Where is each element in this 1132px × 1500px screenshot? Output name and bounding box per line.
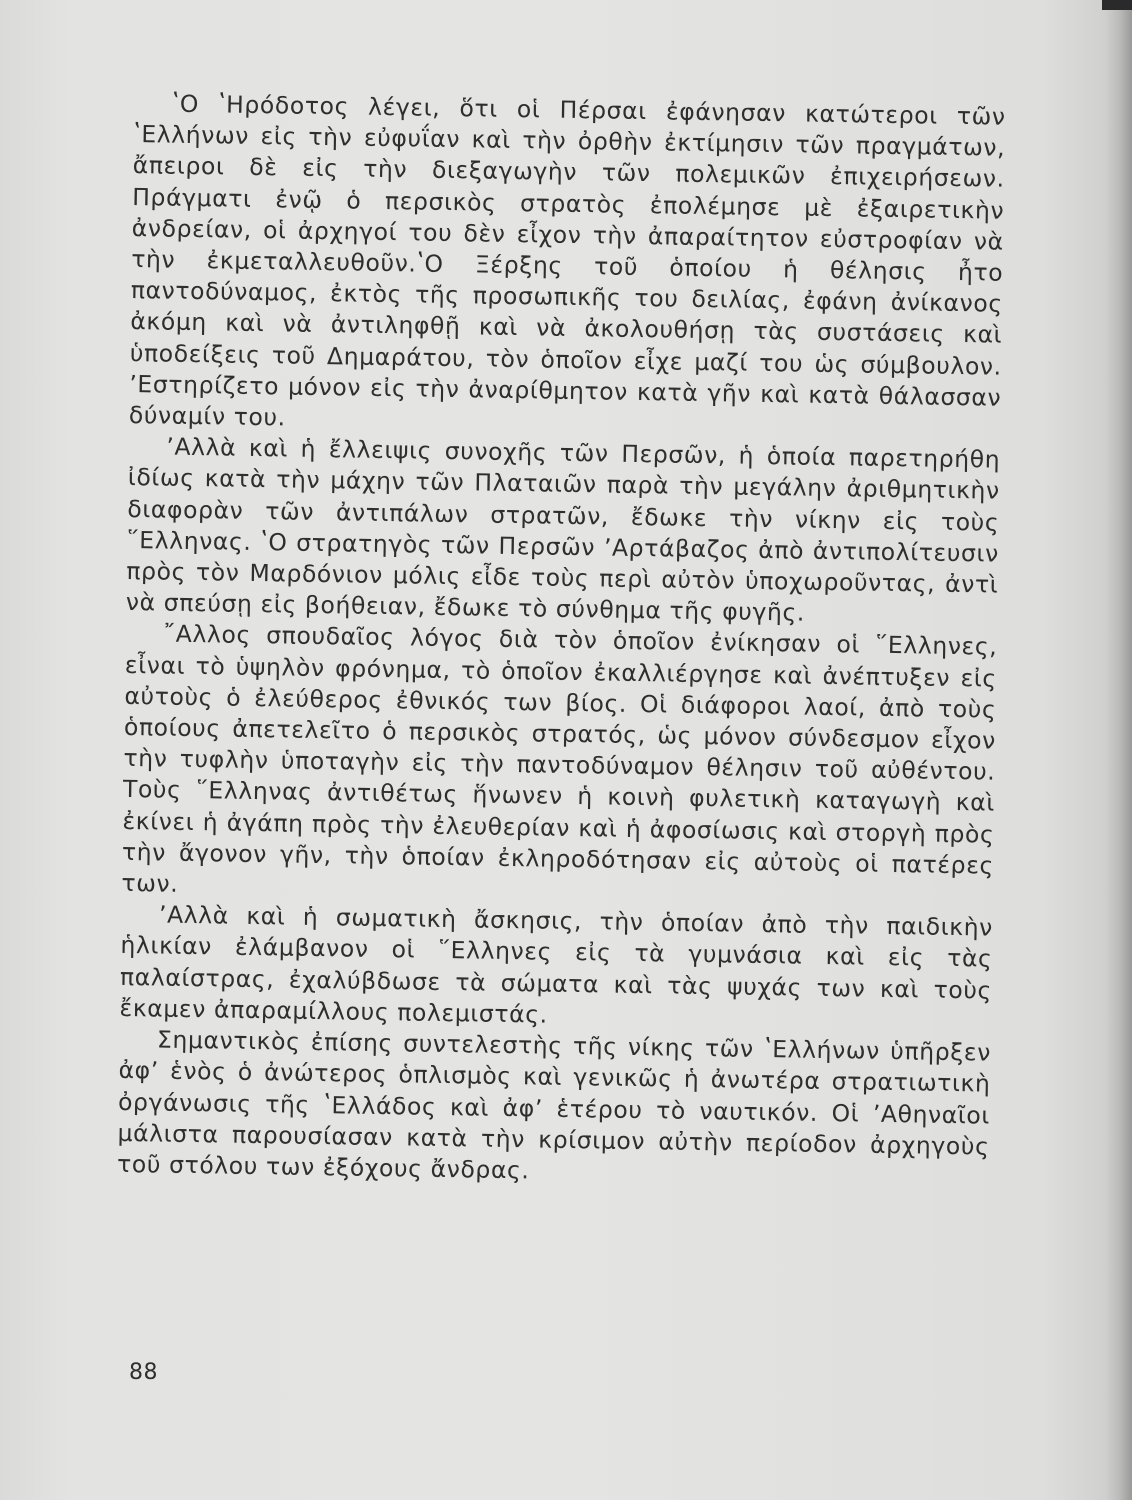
page-edge-shadow <box>1106 0 1132 1500</box>
paragraph: Σημαντικὸς ἐπίσης συντελεστὴς τῆς νίκης τῶν ʽΕλλήνων ὑπῆρξεν ἀφʼ ἑνὸς ὁ ἀνώτερος ὁπλισμὸς καὶ γενικῶς ἡ ἀνωτέρα στρατιωτικὴ ὀργάνωσις τῆς ʽΕλλάδος καὶ ἀφʼ ἑτέρου τὸ ναυτικόν. Οἱ ʼΑθηναῖοι μάλιστα παρουσίασαν κατὰ τὴν κρίσιμον αὐτὴν περίοδον ἀρχηγοὺς τοῦ στόλου των ἐξόχους ἄνδρας. <box>116 1025 992 1185</box>
body-text <box>117 88 1006 1194</box>
paragraph: ʼΑλλὰ καὶ ἡ ἔλλειψις συνοχῆς τῶν Περσῶν, ἡ ὁποία παρετηρήθη ἰδίως κατὰ τὴν μάχην τῶν Πλαταιῶν παρὰ τὴν μεγάλην ἀριθμητικὴν διαφορὰν τῶν ἀντιπάλων στρατῶν, ἔδωκε τὴν νίκην εἰς τοὺς ῞Ελληνας. ʽΟ στρατηγὸς τῶν Περσῶν ʼΑρτάβαζος ἀπὸ ἀντιπολίτευσιν πρὸς τὸν Μαρδόνιον μόλις εἶδε τοὺς περὶ αὐτὸν ὑποχωροῦντας, ἀντὶ νὰ σπεύσῃ εἰς βοήθειαν, ἔδωκε τὸ σύνθημα τῆς φυγῆς. <box>125 432 1001 627</box>
scan-corner-mark <box>1102 0 1132 10</box>
paragraph: ʼΑλλὰ καὶ ἡ σωματικὴ ἄσκησις, τὴν ὁποίαν ἀπὸ τὴν παιδικὴν ἡλικίαν ἐλάμβανον οἱ ῞Ελληνες εἰς τὰ γυμνάσια καὶ εἰς τὰς παλαίστρας, ἐχαλύβδωσε τὰ σώματα καὶ τὰς ψυχάς των καὶ τοὺς ἔκαμεν ἀπαραμίλλους πολεμιστάς. <box>119 900 994 1029</box>
page-number: 88 <box>129 1360 158 1385</box>
paragraph: ʽΟ ʽΗρόδοτος λέγει, ὅτι οἱ Πέρσαι ἐφάνησαν κατώτεροι τῶν ʽΕλλήνων εἰς τὴν εὐφυΐαν καὶ τὴν ὀρθὴν ἐκτίμησιν τῶν πραγμάτων, ἄπειροι δὲ εἰς τὴν διεξαγωγὴν τῶν πολεμικῶν ἐπιχειρήσεων. Πράγματι ἐνῷ ὁ περσικὸς στρατὸς ἐπολέμησε μὲ ἐξαιρετικὴν ἀνδρείαν, οἱ ἀρχηγοί του δὲν εἶχον τὴν ἀπαραίτητον εὐστροφίαν νὰ τὴν ἐκμεταλλευθοῦν.ʽΟ Ξέρξης τοῦ ὁποίου ἡ θέλησις ἦτο παντοδύναμος, ἐκτὸς τῆς προσωπικῆς του δειλίας, ἐφάνη ἀνίκανος ἀκόμη καὶ νὰ ἀντιληφθῇ καὶ νὰ ἀκολουθήσῃ τὰς συστάσεις καὶ ὑποδείξεις τοῦ Δημαράτου, τὸν ὁποῖον εἶχε μαζί του ὡς σύμβουλον. ʼΕστηρίζετο μόνον εἰς τὴν ἀναρίθμητον κατὰ γῆν καὶ κατὰ θάλασσαν δύναμίν του. <box>128 89 1006 432</box>
paragraph: ῎Αλλος σπουδαῖος λόγος διὰ τὸν ὁποῖον ἐνίκησαν οἱ ῞Ελληνες, εἶναι τὸ ὑψηλὸν φρόνημα, τὸ ὁποῖον ἐκαλλιέργησε καὶ ἀνέπτυξεν εἰς αὐτοὺς ὁ ἐλεύθερος ἐθνικός των βίος. Οἱ διάφοροι λαοί, ἀπὸ τοὺς ὁποίους ἀπετελεῖτο ὁ περσικὸς στρατός, ὡς μόνον σύνδεσμον εἶχον τὴν τυφλὴν ὑποταγὴν εἰς τὴν παντοδύναμον θέλησιν τοῦ αὐθέντου. Τοὺς ῞Ελληνας ἀντιθέτως ἥνωνεν ἡ κοινὴ φυλετικὴ καταγωγὴ καὶ ἐκίνει ἡ ἀγάπη πρὸς τὴν ἐλευθερίαν καὶ ἡ ἀφοσίωσις καὶ στοργὴ πρὸς τὴν ἄγονον γῆν, τὴν ὁποίαν ἐκληροδότησαν εἰς αὐτοὺς οἱ πατέρες των. <box>121 619 998 898</box>
